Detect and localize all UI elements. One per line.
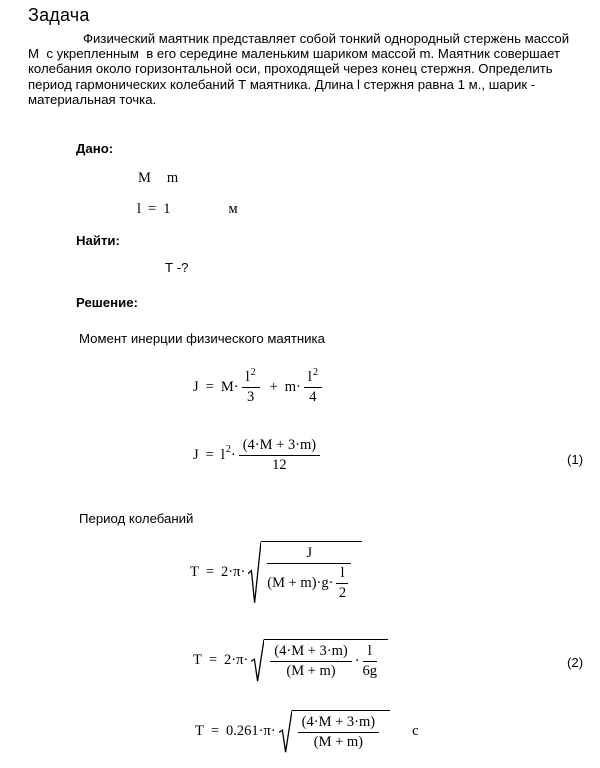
fraction <box>242 369 260 406</box>
problem-line: материальная точка. <box>28 91 157 107</box>
f1-num2: l <box>307 369 312 385</box>
f2-lhs: J <box>193 447 199 463</box>
problem-line: период гармонических колебаний Т маятника. Длина l стержня равна 1 м., шарик - <box>28 76 536 92</box>
f1-num1: l <box>245 369 250 385</box>
mass-m-symbol: m <box>166 170 179 186</box>
f3-inner-den: 2 <box>338 585 347 601</box>
seconds-unit: с <box>412 723 419 739</box>
problem-paragraph <box>28 31 584 107</box>
f1-den2: 4 <box>309 389 317 405</box>
formula-period-simplified <box>193 639 388 682</box>
length-value: 1 <box>163 201 171 217</box>
f5-den1: (M + m) <box>313 734 363 750</box>
plus-sign: + <box>269 379 278 395</box>
f5-coef: 0.261·π· <box>226 723 276 739</box>
length-unit: м <box>228 201 238 217</box>
multiply-dot: · <box>354 653 360 669</box>
fraction <box>304 369 322 406</box>
equation-number-2: (2) <box>567 655 584 670</box>
given-length <box>137 201 238 218</box>
f4-lhs: T <box>193 652 202 668</box>
problem-line: колебания около горизонтальной оси, проходящей через конец стержня. Определить <box>28 61 553 77</box>
given-label: Дано: <box>76 141 114 156</box>
formula-inertia-simplified <box>193 437 323 474</box>
f3-inner-num: l <box>336 565 348 584</box>
solution-label: Решение: <box>76 295 138 310</box>
f1-lhs: J <box>193 379 199 395</box>
exponent: 2 <box>225 444 231 455</box>
fraction <box>239 437 320 474</box>
f1-coef2: m· <box>284 379 301 395</box>
length-variable: l <box>137 201 142 217</box>
inner-fraction <box>336 565 348 602</box>
multiply-dot: · <box>230 447 236 463</box>
formula-period-numeric <box>195 710 419 753</box>
f3-lhs: T <box>190 564 199 580</box>
equals-sign: = <box>208 652 218 668</box>
square-root <box>251 639 388 682</box>
formula-period-definition <box>190 541 362 604</box>
f4-coef: 2·π· <box>224 652 249 668</box>
f4-num1: (4·M + 3·m) <box>270 643 351 662</box>
f5-num1: (4·M + 3·m) <box>298 714 379 733</box>
f4-den1: (M + m) <box>286 663 336 679</box>
inner-fraction <box>363 643 378 680</box>
problem-line: Физический маятник представляет собой тонкий однородный стержень массой <box>83 31 570 46</box>
f3-den-pre: (M + m)·g· <box>267 575 334 591</box>
f1-coef1: M· <box>220 379 239 395</box>
exponent: 2 <box>250 367 256 378</box>
radical-icon <box>279 710 292 753</box>
period-caption: Период колебаний <box>79 511 194 526</box>
square-root <box>279 710 390 753</box>
fraction <box>267 545 351 602</box>
equals-sign: = <box>205 447 214 463</box>
radical-icon <box>251 639 264 682</box>
f2-base: l <box>220 447 225 463</box>
f5-lhs: T <box>195 723 204 739</box>
f2-den: 12 <box>272 457 287 473</box>
f1-den1: 3 <box>246 389 255 405</box>
equals-sign: = <box>148 201 157 217</box>
equals-sign: = <box>210 723 220 739</box>
formula-inertia-expanded <box>193 369 325 406</box>
inertia-caption: Момент инерции физического маятника <box>79 331 325 346</box>
exponent: 2 <box>312 367 318 378</box>
f4-den2: 6g <box>362 663 378 679</box>
fraction <box>270 643 351 680</box>
page-title: Задача <box>28 5 90 25</box>
given-masses <box>138 170 178 187</box>
f3-coef: 2·π· <box>221 564 246 580</box>
equals-sign: = <box>205 564 215 580</box>
mass-M-symbol: M <box>138 170 151 186</box>
equals-sign: = <box>205 379 214 395</box>
equation-number-1: (1) <box>567 452 584 467</box>
radical-icon <box>248 541 261 604</box>
f4-num2: l <box>363 643 378 662</box>
find-label: Найти: <box>76 233 120 248</box>
f3-num: J <box>267 545 351 564</box>
fraction <box>298 714 379 751</box>
square-root <box>248 541 362 604</box>
problem-line: М с укрепленным в его середине маленьким шариком массой m. Маятник совершает <box>28 46 561 62</box>
f2-num: (4·M + 3·m) <box>239 437 320 456</box>
find-value: Т -? <box>165 260 189 275</box>
